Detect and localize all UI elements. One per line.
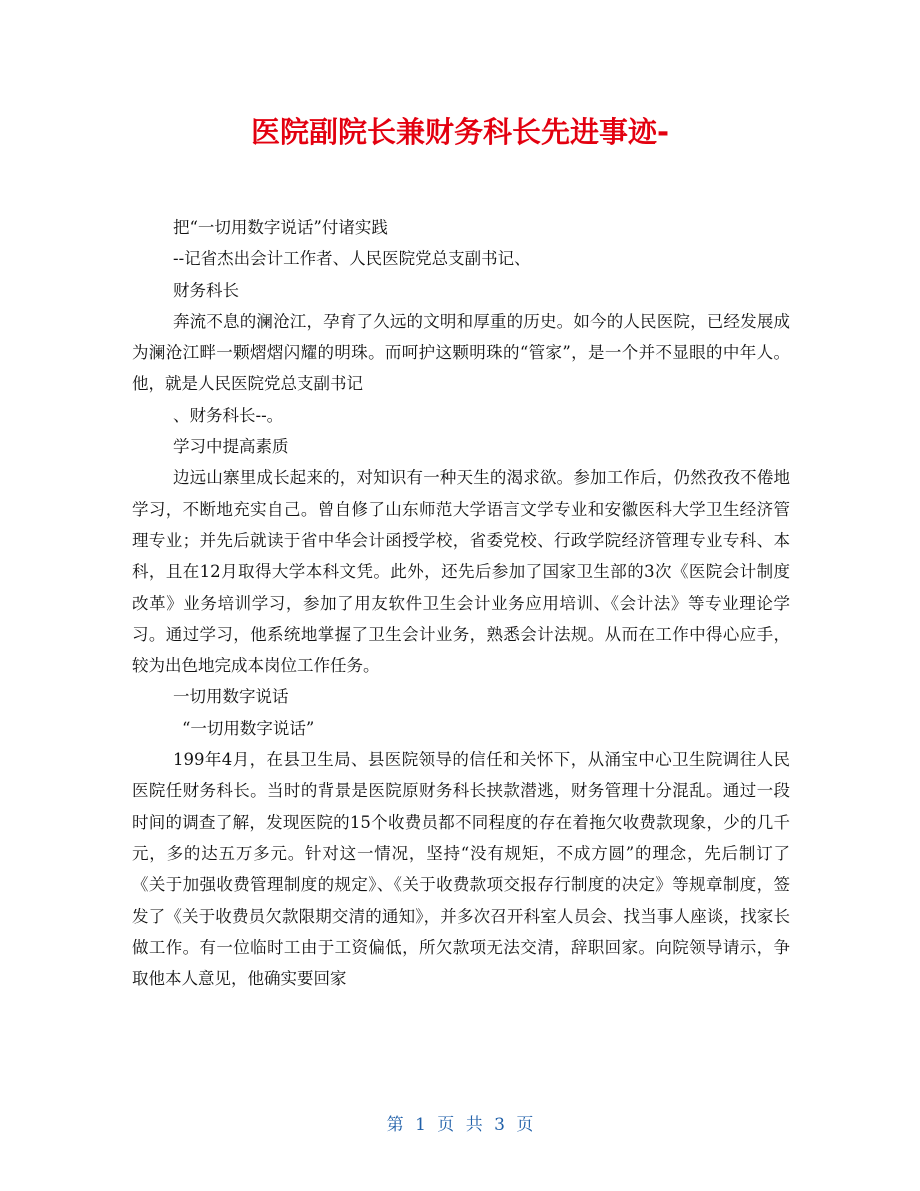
paragraph-intro: 奔流不息的澜沧江，孕育了久远的文明和厚重的历史。如今的人民医院，已经发展成为澜沧江畔一颗熠熠闪耀的明珠。而呵护这颗明珠的“管家”，是一个并不显眼的中年人。他，就是人民医院党总支副书记 (132, 311, 790, 394)
page-number-footer: 第 1 页 共 3 页 (386, 1115, 534, 1135)
section-heading-numbers: 一切用数字说话 (173, 687, 289, 707)
document-title: 医院副院长兼财务科长先进事迹- (250, 115, 670, 149)
section-subheading-numbers: “一切用数字说话” (182, 718, 315, 738)
paragraph-numbers: 199年4月，在县卫生局、县医院领导的信任和关怀下，从涌宝中心卫生院调往人民医院任财务科长。当时的背景是医院原财务科长挟款潜逃，财务管理十分混乱。通过一段时间的调查了解，发现医院的15个收费员都不同程度的存在着拖欠收费款现象，少的几千元，多的达五万多元。针对这一情况，坚持“没有规矩，不成方圆”的理念，先后制订了《关于加强收费管理制度的规定》、《关于收费款项交报存行制度的决定》等规章制度，签发了《关于收费员欠款限期交清的通知》，并多次召开科室人员会、找当事人座谈，找家长做工作。有一位临时工由于工资偏低，所欠款项无法交清，辞职回家。向院领导请示，争取他本人意见，他确实要回家 (132, 750, 790, 989)
paragraph-subtitle: 把“一切用数字说话”付诸实践 (173, 218, 388, 237)
paragraph-study: 边远山寨里成长起来的，对知识有一种天生的渴求欲。参加工作后，仍然孜孜不倦地学习，不断地充实自己。曾自修了山东师范大学语言文学专业和安徽医科大学卫生经济管理专业；并先后就读于省中华会计函授学校，省委党校、行政学院经济管理专业专科、本科，且在12月取得大学本科文凭。此外，还先后参加了国家卫生部的3次《医院会计制度改革》业务培训学习，参加了用友软件卫生会计业务应用培训、《会计法》等专业理论学习。通过学习，他系统地掌握了卫生会计业务，熟悉会计法规。从而在工作中得心应手，较为出色地完成本岗位工作任务。 (132, 468, 790, 676)
paragraph-byline-cont: 财务科长 (173, 280, 239, 300)
paragraph-byline: --记省杰出会计工作者、人民医院党总支副书记、 (173, 249, 531, 269)
document-body (132, 212, 790, 994)
paragraph-intro-cont: 、财务科长--。 (173, 405, 284, 425)
section-heading-study: 学习中提高素质 (173, 437, 289, 457)
